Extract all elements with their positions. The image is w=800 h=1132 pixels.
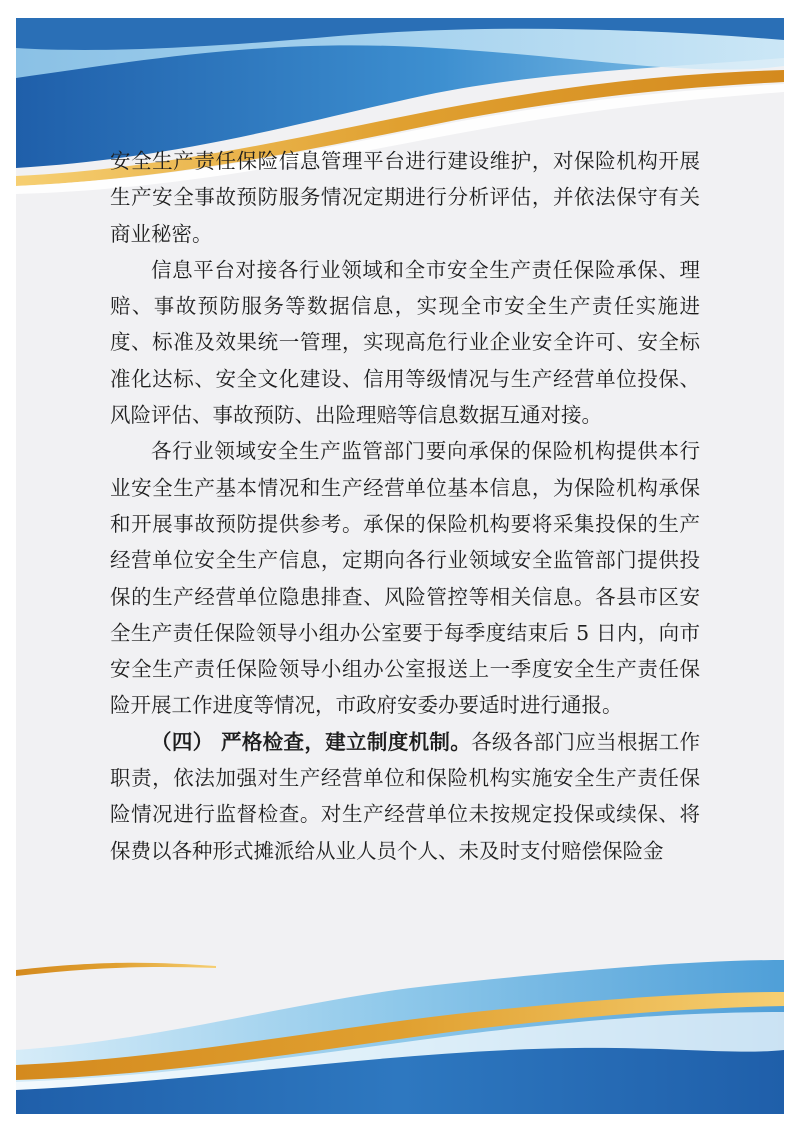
paragraph-3: 各行业领域安全生产监管部门要向承保的保险机构提供本行业安全生产基本情况和生产经营单位基本信息，为保险机构承保和开展事故预防提供参考。承保的保险机构要将采集投保的生产经营单位安全生产信息，定期向各行业领域安全监管部门提供投保的生产经营单位隐患排查、风险管控等相关信息。各县市区安全生产责任保险领导小组办公室要于每季度结束后 5 日内，向市安全生产责任保险领导小组办公室报送上一季度安全生产责任保险开展工作进度等情况，市政府安委办要适时进行通报。	[110, 439, 700, 718]
paragraph-1: 安全生产责任保险信息管理平台进行建设维护，对保险机构开展生产安全事故预防服务情况定期进行分析评估，并依法保守有关商业秘密。	[110, 149, 700, 246]
paragraph-4	[110, 724, 700, 869]
document-body	[110, 143, 700, 869]
section-heading: （四） 严格检查，建立制度机制。	[151, 729, 472, 754]
paragraph-4-text: 各级各部门应当根据工作职责，依法加强对生产经营单位和保险机构实施安全生产责任保险情况进行监督检查。对生产经营单位未按规定投保或续保、将保费以各种形式摊派给从业人员个人、未及时支付赔偿保险金	[110, 729, 701, 863]
paragraph-2: 信息平台对接各行业领域和全市安全生产责任保险承保、理赔、事故预防服务等数据信息，实现全市安全生产责任实施进度、标准及效果统一管理，实现高危行业企业安全许可、安全标准化达标、安全文化建设、信用等级情况与生产经营单位投保、风险评估、事故预防、出险理赔等信息数据互通对接。	[110, 257, 700, 428]
bottom-wave-decoration	[16, 930, 784, 1114]
